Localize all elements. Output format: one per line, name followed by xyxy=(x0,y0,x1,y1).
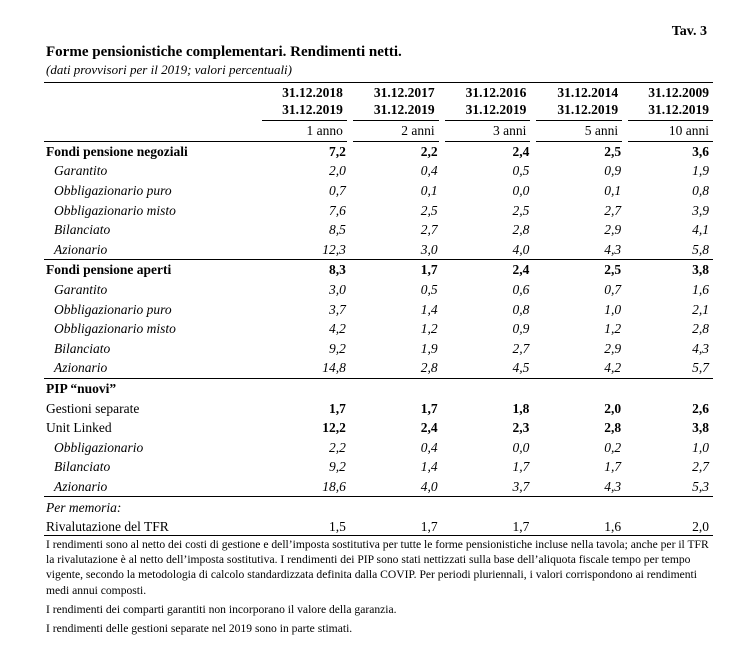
row-label: Obbligazionario misto xyxy=(54,202,176,218)
cell-value: 0,9 xyxy=(604,163,622,179)
row-label: Obbligazionario misto xyxy=(54,321,176,337)
cell-value: 0,0 xyxy=(512,439,530,455)
cell-value: 4,0 xyxy=(350,477,442,497)
row-label: Obbligazionario xyxy=(54,439,144,455)
table-row xyxy=(44,161,713,181)
cell-value: 1,2 xyxy=(604,321,622,337)
cell-value: 2,5 xyxy=(604,143,622,159)
cell-value: 0,4 xyxy=(420,439,438,455)
cell-value: 14,8 xyxy=(262,358,350,378)
cell-value: 3,8 xyxy=(692,262,709,278)
cell-value: 2,4 xyxy=(512,143,530,159)
cell-value: 2,7 xyxy=(420,222,438,238)
cell-value: 2,0 xyxy=(328,163,346,179)
cell-value: 3,6 xyxy=(692,143,709,159)
table-row xyxy=(44,280,713,300)
cell-value: 2,5 xyxy=(512,202,530,218)
cell-value: 4,3 xyxy=(533,240,625,260)
cell-value xyxy=(625,378,713,398)
column-header-row xyxy=(44,84,713,121)
cell-value: 7,6 xyxy=(328,202,346,218)
cell-value: 9,2 xyxy=(328,459,346,475)
cell-value: 1,7 xyxy=(512,519,530,535)
cell-value: 1,8 xyxy=(512,400,530,416)
period-from: 31.12.2017 xyxy=(373,85,435,100)
cell-value: 2,4 xyxy=(420,420,438,436)
period-from: 31.12.2014 xyxy=(557,85,619,100)
cell-value: 9,2 xyxy=(328,340,346,356)
group-row xyxy=(44,378,713,398)
span-corner xyxy=(44,121,262,142)
cell-value xyxy=(350,378,442,398)
cell-value: 0,9 xyxy=(512,321,530,337)
top-rule xyxy=(44,82,713,83)
cell-value: 4,0 xyxy=(442,240,534,260)
cell-value: 2,8 xyxy=(692,321,709,337)
cell-value: 1,7 xyxy=(328,400,346,416)
table-row xyxy=(44,220,713,240)
row-label: Obbligazionario puro xyxy=(54,183,172,199)
table-row xyxy=(44,299,713,319)
footnote: I rendimenti dei comparti garantiti non incorporano il valore della garanzia. xyxy=(46,602,397,616)
cell-value: 2,0 xyxy=(604,400,622,416)
table-body xyxy=(44,141,713,536)
table-row xyxy=(44,319,713,339)
cell-value: 0,0 xyxy=(512,183,530,199)
cell-value: 0,2 xyxy=(604,439,622,455)
table-subtitle: (dati provvisori per il 2019; valori percentuali) xyxy=(46,62,292,77)
column-header-2y xyxy=(350,84,442,121)
header-corner xyxy=(44,84,262,121)
cell-value: 0,5 xyxy=(420,282,438,298)
cell-value: 2,7 xyxy=(512,340,530,356)
cell-value: 2,6 xyxy=(692,400,709,416)
period-from: 31.12.2009 xyxy=(648,85,709,100)
cell-value: 18,6 xyxy=(262,477,350,497)
cell-value xyxy=(262,497,350,517)
group-row xyxy=(44,260,713,280)
cell-value: 7,2 xyxy=(328,143,346,159)
cell-value: 2,8 xyxy=(604,420,622,436)
cell-value: 4,1 xyxy=(692,222,709,238)
footnotes xyxy=(44,535,713,640)
cell-value: 0,6 xyxy=(512,282,530,298)
cell-value: 0,4 xyxy=(420,163,438,179)
row-label: Azionario xyxy=(44,358,262,378)
table-number: Tav. 3 xyxy=(671,24,707,39)
row-label: Fondi pensione aperti xyxy=(46,262,172,278)
cell-value: 0,7 xyxy=(328,183,346,199)
group-row xyxy=(44,141,713,161)
table-row xyxy=(44,181,713,201)
cell-value: 3,9 xyxy=(692,202,709,218)
row-label: Bilanciato xyxy=(54,459,111,475)
cell-value: 5,8 xyxy=(625,240,713,260)
row-label: Garantito xyxy=(54,282,108,298)
row-label: Garantito xyxy=(54,163,108,179)
cell-value: 2,5 xyxy=(420,202,438,218)
cell-value: 0,8 xyxy=(692,183,709,199)
column-header-3y xyxy=(442,84,534,121)
period-from: 31.12.2016 xyxy=(465,85,527,100)
cell-value: 12,3 xyxy=(262,240,350,260)
row-label: Bilanciato xyxy=(54,340,111,356)
period-to: 31.12.2019 xyxy=(282,102,343,117)
period-from: 31.12.2018 xyxy=(282,85,343,100)
cell-value: 1,6 xyxy=(692,282,709,298)
cell-value xyxy=(350,497,442,517)
period-to: 31.12.2019 xyxy=(557,102,619,117)
cell-value: 4,2 xyxy=(328,321,346,337)
footnote: I rendimenti delle gestioni separate nel 2019 sono in parte stimati. xyxy=(46,622,353,636)
cell-value: 3,0 xyxy=(328,282,346,298)
period-to: 31.12.2019 xyxy=(465,102,527,117)
table-row xyxy=(44,457,713,477)
cell-value: 1,0 xyxy=(604,301,622,317)
cell-value: 0,8 xyxy=(512,301,530,317)
period-to: 31.12.2019 xyxy=(648,102,709,117)
table-row xyxy=(44,398,713,418)
memo-row xyxy=(44,497,713,517)
cell-value: 0,7 xyxy=(604,282,622,298)
row-label: Obbligazionario puro xyxy=(54,301,172,317)
row-label: PIP “nuovi” xyxy=(46,381,117,397)
cell-value: 1,4 xyxy=(420,301,438,317)
cell-value: 2,4 xyxy=(512,262,530,278)
cell-value: 3,7 xyxy=(442,477,534,497)
row-label: Unit Linked xyxy=(46,420,112,436)
table-row xyxy=(44,339,713,359)
cell-value: 4,2 xyxy=(533,358,625,378)
returns-table xyxy=(44,84,713,536)
cell-value xyxy=(442,497,534,517)
table-row xyxy=(44,438,713,458)
row-label: Per memoria: xyxy=(46,499,122,515)
column-span-5y: 5 anni xyxy=(533,121,625,142)
cell-value: 1,7 xyxy=(420,262,438,278)
column-span-row xyxy=(44,121,713,142)
cell-value: 0,5 xyxy=(512,163,530,179)
cell-value: 4,3 xyxy=(533,477,625,497)
cell-value: 2,7 xyxy=(692,459,709,475)
table-row xyxy=(44,418,713,438)
cell-value: 1,7 xyxy=(420,400,438,416)
column-span-10y: 10 anni xyxy=(625,121,713,142)
cell-value xyxy=(262,378,350,398)
footnote: I rendimenti sono al netto dei costi di gestione e dell’imposta sostitutiva per tutte le forme pensionistiche incluse nella tavola; anche per il TFR la rivalutazione è al netto dell’imposta sostitutiva. I rendimenti dei PIP sono stati nettizzati sulla base dell’aliquota fiscale tempo per tempo vigente, secondo la metodologia di calcolo standardizzata definita dalla COVIP. Per periodi pluriennali, i valori corrispondono ai rendimenti medi annui composti. xyxy=(46,538,709,597)
row-label: Fondi pensione negoziali xyxy=(46,143,188,159)
cell-value: 0,1 xyxy=(604,183,622,199)
cell-value: 3,7 xyxy=(328,301,346,317)
cell-value: 1,4 xyxy=(420,459,438,475)
cell-value: 5,3 xyxy=(625,477,713,497)
cell-value: 2,0 xyxy=(692,519,709,535)
cell-value: 1,7 xyxy=(604,459,622,475)
cell-value: 1,7 xyxy=(512,459,530,475)
table-row xyxy=(44,477,713,497)
table-row xyxy=(44,517,713,537)
cell-value: 8,3 xyxy=(328,262,346,278)
cell-value: 1,9 xyxy=(420,340,438,356)
cell-value xyxy=(442,378,534,398)
cell-value: 2,2 xyxy=(420,143,438,159)
cell-value: 2,9 xyxy=(604,340,622,356)
cell-value xyxy=(625,497,713,517)
cell-value: 1,5 xyxy=(328,519,346,535)
period-to: 31.12.2019 xyxy=(373,102,435,117)
column-span-3y: 3 anni xyxy=(442,121,534,142)
cell-value: 8,5 xyxy=(328,222,346,238)
table-title: Forme pensionistiche complementari. Rendimenti netti. xyxy=(46,44,402,60)
cell-value: 1,2 xyxy=(420,321,438,337)
cell-value: 0,1 xyxy=(420,183,438,199)
cell-value: 2,1 xyxy=(692,301,709,317)
cell-value xyxy=(533,497,625,517)
cell-value: 2,3 xyxy=(512,420,530,436)
column-header-1y xyxy=(262,84,350,121)
cell-value: 2,8 xyxy=(512,222,530,238)
table-row xyxy=(44,200,713,220)
cell-value: 3,8 xyxy=(692,420,709,436)
cell-value: 2,9 xyxy=(604,222,622,238)
table-row xyxy=(44,358,713,378)
cell-value xyxy=(533,378,625,398)
cell-value: 1,7 xyxy=(420,519,438,535)
cell-value: 2,2 xyxy=(328,439,346,455)
row-label: Azionario xyxy=(44,240,262,260)
cell-value: 1,0 xyxy=(692,439,709,455)
row-label: Rivalutazione del TFR xyxy=(46,519,169,535)
cell-value: 1,6 xyxy=(604,519,622,535)
row-label: Gestioni separate xyxy=(46,400,140,416)
row-label: Azionario xyxy=(44,477,262,497)
row-label: Bilanciato xyxy=(54,222,111,238)
cell-value: 5,7 xyxy=(625,358,713,378)
column-header-5y xyxy=(533,84,625,121)
column-header-10y xyxy=(625,84,713,121)
cell-value: 4,3 xyxy=(692,340,709,356)
column-span-2y: 2 anni xyxy=(350,121,442,142)
cell-value: 3,0 xyxy=(350,240,442,260)
cell-value: 4,5 xyxy=(442,358,534,378)
cell-value: 2,8 xyxy=(350,358,442,378)
cell-value: 1,9 xyxy=(692,163,709,179)
column-span-1y: 1 anno xyxy=(262,121,350,142)
table-row xyxy=(44,240,713,260)
cell-value: 2,5 xyxy=(604,262,622,278)
cell-value: 2,7 xyxy=(604,202,622,218)
cell-value: 12,2 xyxy=(322,420,346,436)
